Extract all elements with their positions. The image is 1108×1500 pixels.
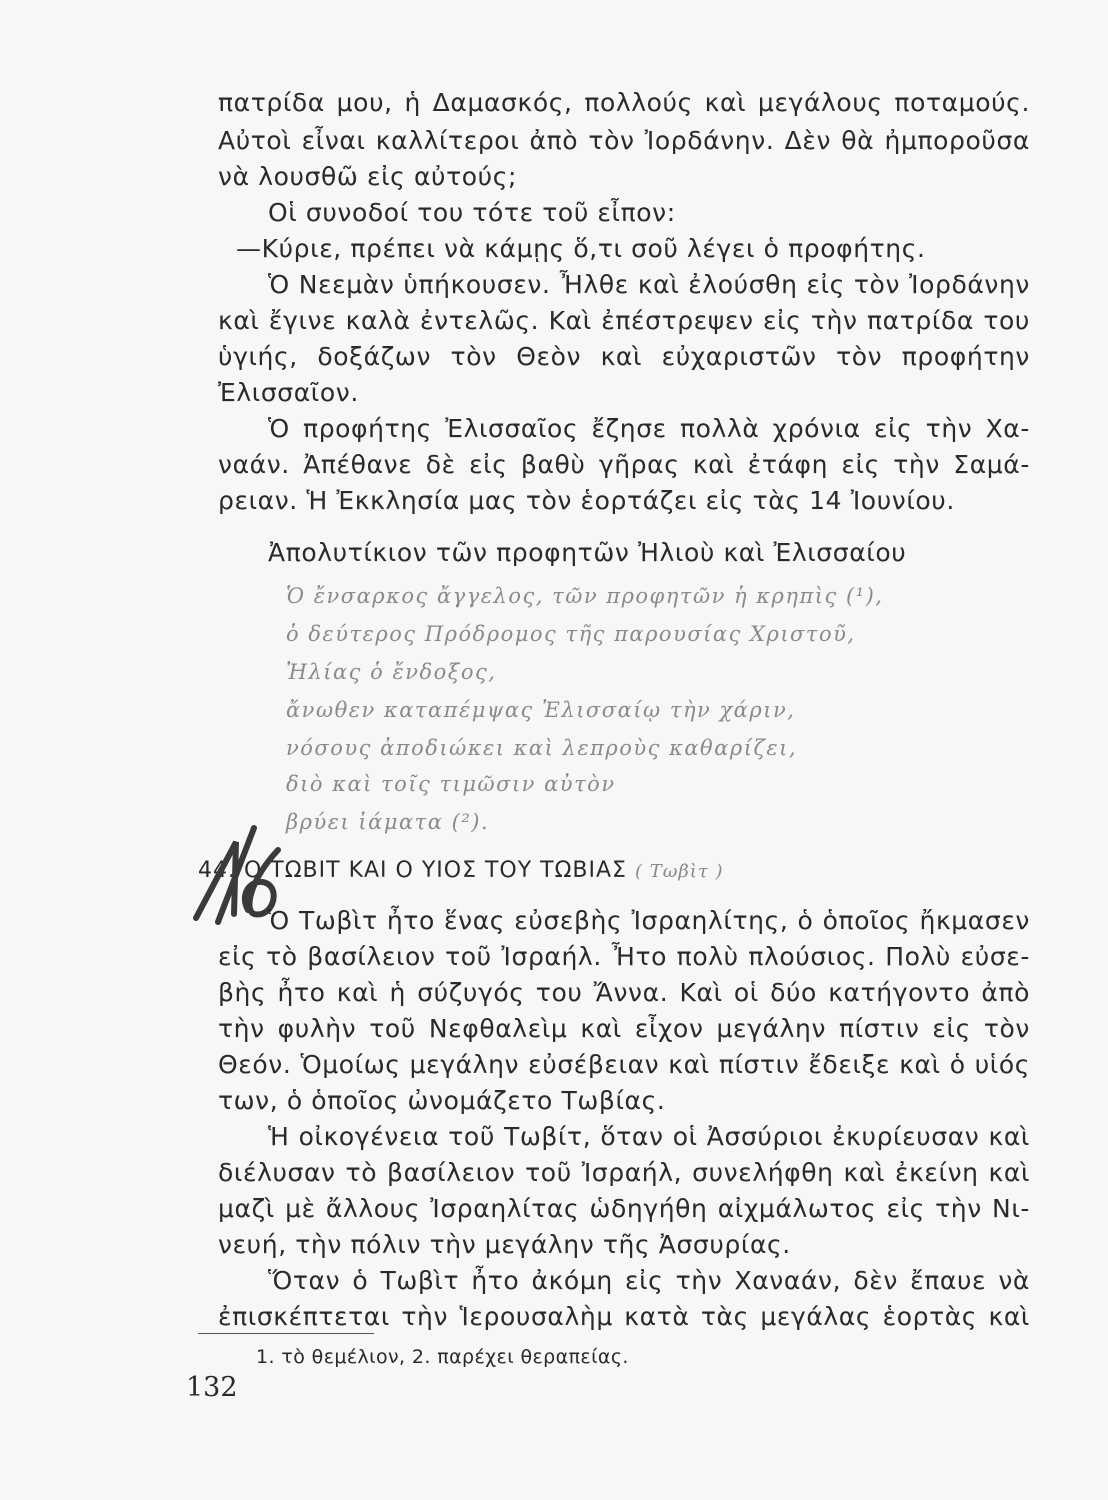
hymn-line: βρύει ἰάματα (²).: [286, 810, 490, 834]
body-text-line: Ὅταν ὁ Τωβὶτ ἦτο ἀκόμη εἰς τὴν Χαναάν, δὲν ἔπαυε νὰ: [268, 1266, 1030, 1295]
dialogue-line: —Κύριε, πρέπει νὰ κάμῃς ὅ,τι σοῦ λέγει ὁ προφήτης.: [236, 234, 926, 263]
body-text-line: πατρίδα μου, ἡ Δαμασκός, πολλούς καὶ μεγάλους ποταμούς.: [218, 88, 1030, 117]
body-text-line: μαζὶ μὲ ἄλλους Ἰσραηλίτας ὡδηγήθη αἰχμάλωτος εἰς τὴν Νι-: [218, 1194, 1030, 1223]
body-text-line: Ἡ οἰκογένεια τοῦ Τωβίτ, ὅταν οἱ Ἀσσύριοι ἐκυρίευσαν καὶ: [268, 1122, 1030, 1151]
body-text-line: ἐπισκέπτεται τὴν Ἱερουσαλὴμ κατὰ τὰς μεγάλας ἑορτὰς καὶ: [218, 1302, 1030, 1331]
apolytikion-heading: Ἀπολυτίκιον τῶν προφητῶν Ἠλιοὺ καὶ Ἐλισσαίου: [268, 538, 907, 567]
page-number: 132: [186, 1372, 238, 1403]
section-title: Ο ΤΩΒΙΤ ΚΑΙ Ο ΥΙΟΣ ΤΟΥ ΤΩΒΙΑΣ: [244, 858, 627, 883]
hymn-line: ἄνωθεν καταπέμψας Ἐλισσαίῳ τὴν χάριν,: [286, 698, 796, 722]
body-text-line: Αὐτοὶ εἶναι καλλίτεροι ἀπὸ τὸν Ἰορδάνην. Δὲν θὰ ἠμποροῦσα: [218, 126, 1030, 155]
body-text-line: τὴν φυλὴν τοῦ Νεφθαλεὶμ καὶ εἶχον μεγάλην πίστιν εἰς τὸν: [218, 1014, 1030, 1043]
body-text-line: νευή, τὴν πόλιν τὴν μεγάλην τῆς Ἀσσυρίας.: [218, 1230, 791, 1259]
footnote: 1. τὸ θεμέλιον, 2. παρέχει θεραπείας.: [256, 1346, 629, 1368]
body-text-line: Ἐλισσαῖον.: [218, 378, 359, 407]
body-text-line: βὴς ἦτο καὶ ἡ σύζυγός του Ἄννα. Καὶ οἱ δύο κατήγοντο ἀπὸ: [218, 978, 1030, 1007]
section-source: ( Τωβὶτ ): [634, 861, 724, 882]
hymn-line: Ἠλίας ὁ ἔνδοξος,: [286, 660, 497, 684]
hymn-line: ὁ δεύτερος Πρόδρομος τῆς παρουσίας Χριστοῦ,: [286, 622, 856, 646]
body-text-line: ὑγιής, δοξάζων τὸν Θεὸν καὶ εὐχαριστῶν τὸν προφήτην: [218, 342, 1030, 371]
hymn-line: διὸ καὶ τοῖς τιμῶσιν αὐτὸν: [286, 772, 616, 796]
body-text-line: Ὁ προφήτης Ἐλισσαῖος ἔζησε πολλὰ χρόνια εἰς τὴν Χα-: [268, 414, 1030, 443]
section-number: 44.: [198, 858, 236, 883]
body-text-line: διέλυσαν τὸ βασίλειον τοῦ Ἰσραήλ, συνελήφθη καὶ ἐκείνη καὶ: [218, 1158, 1030, 1187]
body-text-line: Θεόν. Ὁμοίως μεγάλην εὐσέβειαν καὶ πίστιν ἔδειξε καὶ ὁ υἱός: [218, 1050, 1030, 1079]
hymn-line: Ὁ ἔνσαρκος ἄγγελος, τῶν προφητῶν ἡ κρηπὶς (¹),: [286, 584, 884, 608]
body-text-line: Ὁ Τωβὶτ ἦτο ἕνας εὐσεβὴς Ἰσραηλίτης, ὁ ὁποῖος ἤκμασεν: [268, 906, 1030, 935]
body-text-line: νὰ λουσθῶ εἰς αὐτούς;: [218, 162, 518, 191]
body-text-line: ναάν. Ἀπέθανε δὲ εἰς βαθὺ γῆρας καὶ ἐτάφη εἰς τὴν Σαμά-: [218, 450, 1030, 479]
body-text-line: των, ὁ ὁποῖος ὠνομάζετο Τωβίας.: [218, 1086, 666, 1115]
hymn-line: νόσους ἀποδιώκει καὶ λεπροὺς καθαρίζει,: [286, 736, 798, 760]
body-text-line: Ὁ Νεεμὰν ὑπήκουσεν. Ἦλθε καὶ ἐλούσθη εἰς τὸν Ἰορδάνην: [268, 270, 1030, 299]
body-text-line: εἰς τὸ βασίλειον τοῦ Ἰσραήλ. Ἦτο πολὺ πλούσιος. Πολὺ εὐσε-: [218, 942, 1030, 971]
body-text-line: Οἱ συνοδοί του τότε τοῦ εἶπον:: [268, 198, 676, 227]
body-text-line: ρειαν. Ἡ Ἐκκλησία μας τὸν ἑορτάζει εἰς τὰς 14 Ἰουνίου.: [218, 486, 955, 515]
footnote-divider: [198, 1333, 374, 1334]
body-text-line: καὶ ἔγινε καλὰ ἐντελῶς. Καὶ ἐπέστρεψεν εἰς τὴν πατρίδα του: [218, 306, 1030, 335]
